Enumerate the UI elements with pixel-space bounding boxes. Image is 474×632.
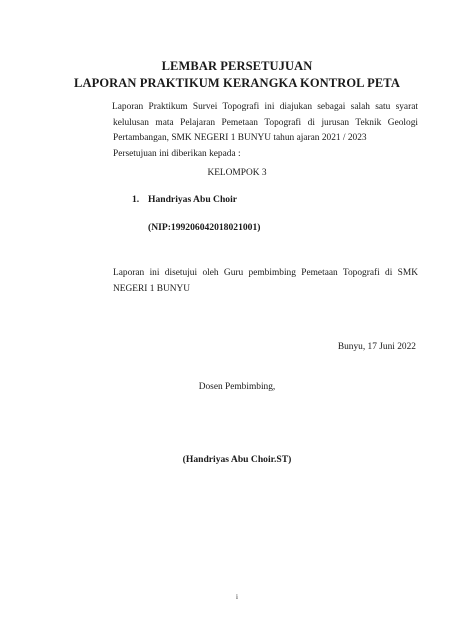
page-number: i [236, 593, 238, 601]
document-title: LEMBAR PERSETUJUAN [161, 59, 313, 73]
supervisor-label: Dosen Pembimbing, [198, 382, 276, 392]
document-subtitle: LAPORAN PRAKTIKUM KERANGKA KONTROL PETA [74, 76, 400, 90]
member-item [132, 194, 237, 205]
intro-paragraph-text: Laporan Praktikum Survei Topografi ini diajukan sebagai salah satu syarat kelulusan mata Pelajaran Pemetaan Topografi di jurusan Teknik Geologi Pertambangan, SMK NEGERI 1 BUNYU tahun ajaran 2021 / 2023 [112, 102, 418, 143]
member-nip: (NIP:199206042018021001) [148, 222, 261, 233]
intro-paragraph [113, 100, 418, 147]
group-label: KELOMPOK 3 [207, 168, 267, 178]
member-name: Handriyas Abu Choir [148, 194, 238, 205]
approval-paragraph: Laporan ini disetujui oleh Guru pembimbing Pemetaan Topografi di SMK NEGERI 1 BUNYU [113, 268, 418, 294]
supervisor-name: (Handriyas Abu Choir.ST) [182, 454, 292, 465]
member-number: 1. [132, 194, 140, 205]
place-date: Bunyu, 17 Juni 2022 [337, 342, 416, 352]
approval-given-text: Persetujuan ini diberikan kepada : [113, 149, 241, 159]
